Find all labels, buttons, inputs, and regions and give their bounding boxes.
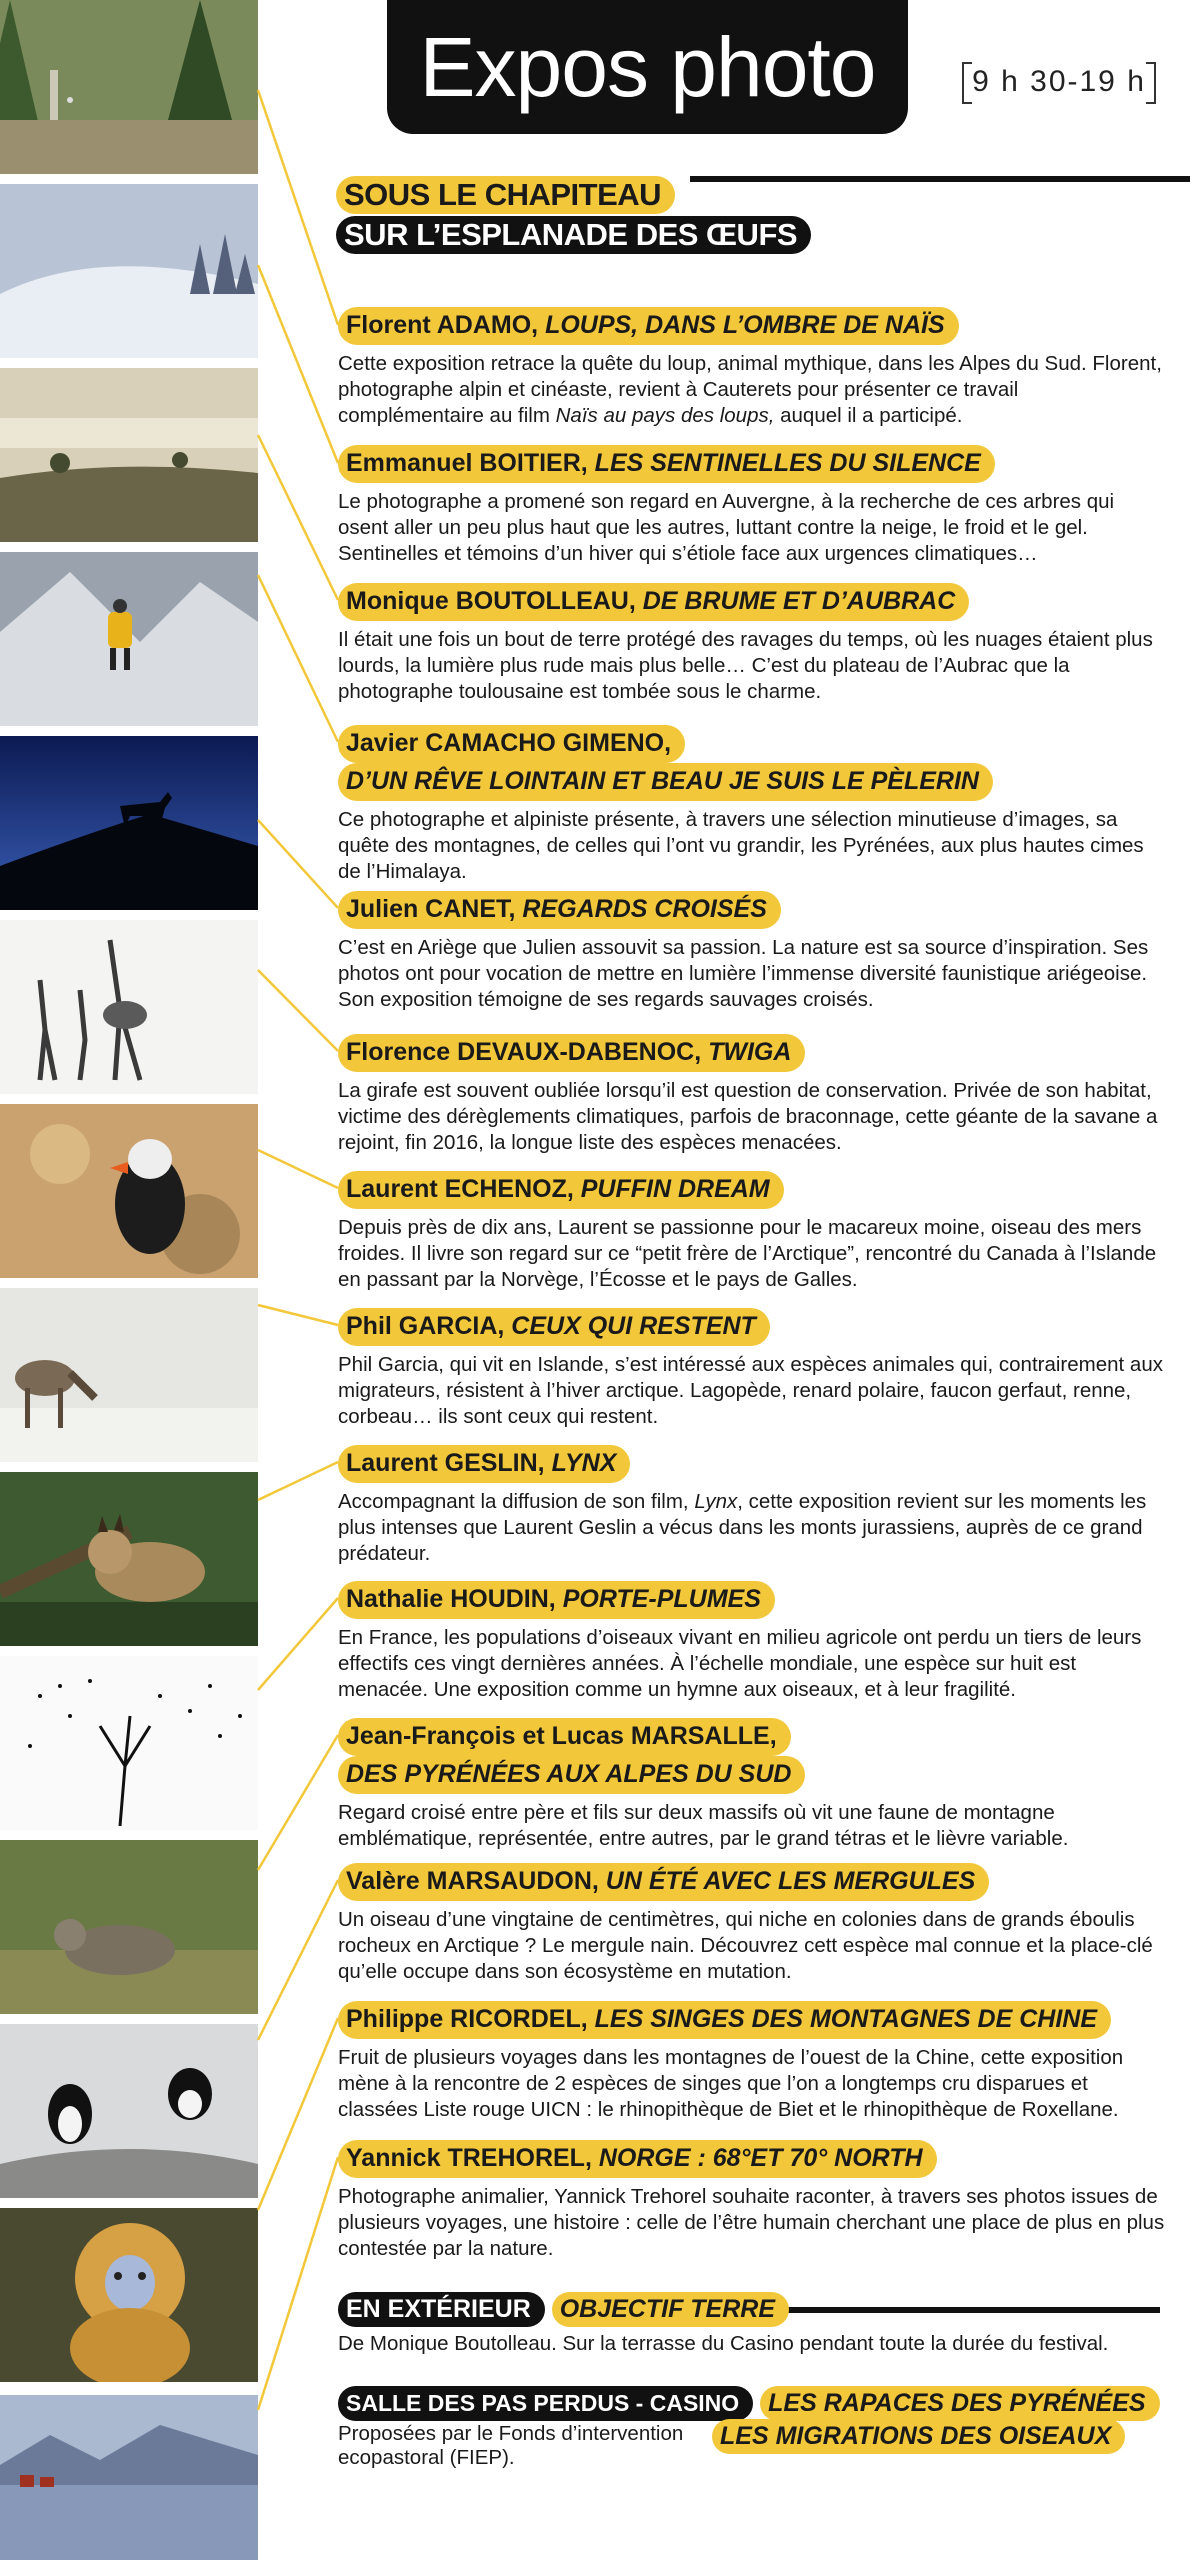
film-title: Naïs au pays des loups, xyxy=(555,404,775,427)
casino-description-line-2: ecopastoral (FIEP). xyxy=(338,2446,515,2469)
section-line-1: SOUS LE CHAPITEAU xyxy=(336,176,675,214)
outdoor-title: OBJECTIF TERRE xyxy=(552,2292,789,2327)
exhibition-title: REGARDS CROISÉS xyxy=(522,895,767,923)
photo-reindeer xyxy=(0,1288,258,1462)
exhibition-title: PORTE-PLUMES xyxy=(562,1585,761,1613)
exhibition-description-end: auquel il a participé. xyxy=(774,404,963,427)
exhibition-title: LOUPS, DANS L’OMBRE DE NAÏS xyxy=(545,311,945,339)
photo-golden-monkey xyxy=(0,2208,258,2382)
photo-giraffes xyxy=(0,920,258,1094)
exhibition-description: Fruit de plusieurs voyages dans les montagnes de l’ouest de la Chine, cette exposition mène à la rencontre de 2 espèces de singes que l’on a longtemps cru disparues et classées Liste rouge UICN : le rhinopithèque de Biet et le rhinopithèque de Roxellane. xyxy=(338,2046,1124,2121)
exhibition-description: Depuis près de dix ans, Laurent se passionne pour le macareux moine, oiseau des mers froides. Il livre son regard sur ce “petit frère de l’Arctique”, rencontré du Canada à l’Islande en passant par la Norvège, l’Écosse et le pays de Galles. xyxy=(338,1216,1157,1291)
photo-fog-plateau xyxy=(0,368,258,542)
exhibition-description: Regard croisé entre père et fils sur deux massifs où vit une faune de montagne emblématique, représentée, entre autres, par le grand tétras et le lièvre variable. xyxy=(338,1801,1069,1850)
exhibition-description: Photographe animalier, Yannick Trehorel souhaite raconter, à travers ses photos issues de plusieurs voyages, une histoire : celle de l’être humain cherchant une place de plus en plus contestée par la nature. xyxy=(338,2185,1165,2260)
photo-strip xyxy=(0,0,258,2560)
hours-text: 9 h 30-19 h xyxy=(972,65,1146,98)
exhibition-description: Un oiseau d’une vingtaine de centimètres, qui niche en colonies dans de grands éboulis rocheux en Arctique ? Le mergule nain. Découvrez cett espèce mal connue et la place-clé qu’elle occupe dans son écosystème en mutation. xyxy=(338,1908,1153,1983)
exhibition-title: LYNX xyxy=(551,1449,617,1477)
photographer-name: Laurent ECHENOZ, xyxy=(346,1175,581,1203)
film-title: Lynx xyxy=(694,1490,738,1513)
photo-hare xyxy=(0,1840,258,2014)
photographer-name: Florent ADAMO, xyxy=(346,311,546,339)
photo-wolf-forest xyxy=(0,0,258,174)
photographer-name: Julien CANET, xyxy=(346,895,523,923)
exhibition-entry xyxy=(338,307,1168,429)
exhibition-description: Cette exposition retrace la quête du loup, animal mythique, dans les Alpes du Sud. Florent, photographe alpin et cinéaste, revient à Cauterets pour présenter ce travail complémentaire au film xyxy=(338,352,1162,427)
casino-description-line-1: Proposées par le Fonds d’intervention xyxy=(338,2422,684,2445)
photographer-name: Emmanuel BOITIER, xyxy=(346,449,595,477)
exhibition-entry xyxy=(338,1445,1168,1567)
section-heading xyxy=(336,176,811,256)
exhibition-description: En France, les populations d’oiseaux vivant en milieu agricole ont perdu un tiers de leurs effectifs ces vingt dernières années. À l’échelle mondiale, une espèce sur huit est menacée. Une exposition comme un hymne aux oiseaux, et à leur fragilité. xyxy=(338,1626,1142,1701)
exhibition-description-end: , cette exposition revient sur les moments les plus intenses que Laurent Geslin a vécus dans les monts jurassiens, auprès de ce grand prédateur. xyxy=(338,1490,1147,1565)
exhibition-entry xyxy=(338,583,1168,705)
outdoor-heading xyxy=(338,2292,1168,2327)
page-title: Expos photo xyxy=(387,0,908,134)
exhibition-entry xyxy=(338,1171,1168,1293)
exhibition-title: DES PYRÉNÉES AUX ALPES DU SUD xyxy=(346,1760,792,1788)
casino-title-1: LES RAPACES DES PYRÉNÉES xyxy=(760,2386,1159,2421)
exhibition-entry xyxy=(338,445,1168,567)
exhibition-entry xyxy=(338,2001,1168,2123)
exhibition-description: Phil Garcia, qui vit en Islande, s’est intéressé aux espèces animales qui, contrairement aux migrateurs, résistent à l’hiver arctique. Lagopède, renard polaire, faucon gerfaut, renne, corbeau… ils sont ceux qui restent. xyxy=(338,1353,1163,1428)
photographer-name: Monique BOUTOLLEAU, xyxy=(346,587,643,615)
photographer-name: Jean-François et Lucas MARSALLE, xyxy=(338,1718,791,1756)
photographer-name: Florence DEVAUX-DABENOC, xyxy=(346,1038,709,1066)
exhibition-description: Ce photographe et alpiniste présente, à travers une sélection minutieuse d’images, sa quête des montagnes, de celles qui l’ont vu grandir, les Pyrénées, aux plus hautes cimes de l’Himalaya. xyxy=(338,808,1144,883)
outdoor-description: De Monique Boutolleau. Sur la terrasse du Casino pendant toute la durée du festival. xyxy=(338,2332,1109,2355)
bracket-right xyxy=(1146,62,1156,104)
photographer-name: Philippe RICORDEL, xyxy=(346,2005,595,2033)
section-line-2: SUR L’ESPLANADE DES ŒUFS xyxy=(336,216,811,254)
photo-hiker-snow xyxy=(0,552,258,726)
photo-tree-birds xyxy=(0,1656,258,1830)
exhibition-title: DE BRUME ET D’AUBRAC xyxy=(642,587,956,615)
bracket-left xyxy=(962,62,972,104)
exhibition-entry xyxy=(338,1581,1168,1703)
casino-title-2-wrap xyxy=(712,2419,1125,2454)
photographer-name: Valère MARSAUDON, xyxy=(346,1867,606,1895)
exhibition-title: D’UN RÊVE LOINTAIN ET BEAU JE SUIS LE PÈLERIN xyxy=(346,767,979,795)
exhibition-entry xyxy=(338,1863,1168,1985)
photographer-name: Laurent GESLIN, xyxy=(346,1449,552,1477)
exhibition-entry xyxy=(338,1308,1168,1430)
casino-title-2: LES MIGRATIONS DES OISEAUX xyxy=(712,2419,1125,2454)
photographer-name: Phil GARCIA, xyxy=(346,1312,512,1340)
exhibition-title: LES SENTINELLES DU SILENCE xyxy=(594,449,981,477)
exhibition-description: Accompagnant la diffusion de son film, xyxy=(338,1490,695,1513)
photo-puffin xyxy=(0,1104,258,1278)
photographer-name: Nathalie HOUDIN, xyxy=(346,1585,563,1613)
exhibition-entry xyxy=(338,1034,1168,1156)
exhibition-title: TWIGA xyxy=(708,1038,792,1066)
photographer-name: Javier CAMACHO GIMENO, xyxy=(338,725,685,763)
exhibition-entry xyxy=(338,1718,1168,1852)
photo-norway-lake xyxy=(0,2392,258,2560)
outdoor-label: EN EXTÉRIEUR xyxy=(338,2292,545,2327)
exhibition-entry xyxy=(338,725,1168,885)
exhibition-title: LES SINGES DES MONTAGNES DE CHINE xyxy=(594,2005,1098,2033)
exhibition-description: La girafe est souvent oubliée lorsqu’il est question de conservation. Privée de son habitat, victime des dérèglements climatiques, parfois de braconnage, cette géante de la savane a rejoint, fin 2016, la longue liste des espèces menacées. xyxy=(338,1079,1158,1154)
photo-chamois-silhouette xyxy=(0,736,258,910)
exhibition-entry xyxy=(338,891,1168,1013)
exhibition-title: PUFFIN DREAM xyxy=(580,1175,770,1203)
photo-lynx xyxy=(0,1472,258,1646)
casino-label: SALLE DES PAS PERDUS - CASINO xyxy=(338,2386,753,2421)
photo-little-auks xyxy=(0,2024,258,2198)
exhibition-entry xyxy=(338,2140,1168,2262)
exhibition-title: UN ÉTÉ AVEC LES MERGULES xyxy=(605,1867,976,1895)
exhibition-description: Le photographe a promené son regard en Auvergne, à la recherche de ces arbres qui osent aller un peu plus haut que les autres, luttant contre la neige, le froid et le gel. Sentinelles et témoins d’un hiver qui s’étiole face aux urgences climatiques… xyxy=(338,490,1115,565)
casino-heading xyxy=(338,2386,1168,2421)
exhibition-title: NORGE : 68°ET 70° NORTH xyxy=(598,2144,923,2172)
exhibition-description: C’est en Ariège que Julien assouvit sa passion. La nature est sa source d’inspiration. Ses photos ont pour vocation de mettre en lumière l’immense diversité faunistique ariégeoise. Son exposition témoigne de ses regards sauvages croisés. xyxy=(338,936,1149,1011)
photographer-name: Yannick TREHOREL, xyxy=(346,2144,599,2172)
exhibition-title: CEUX QUI RESTENT xyxy=(511,1312,756,1340)
photo-snow-trees xyxy=(0,184,258,358)
exhibition-description: Il était une fois un bout de terre protégé des ravages du temps, où les nuages étaient plus lourds, la lumière plus rude mais plus belle… C’est du plateau de l’Aubrac que la photographe toulousaine est tombée sous le charme. xyxy=(338,628,1153,703)
opening-hours xyxy=(962,62,1156,102)
